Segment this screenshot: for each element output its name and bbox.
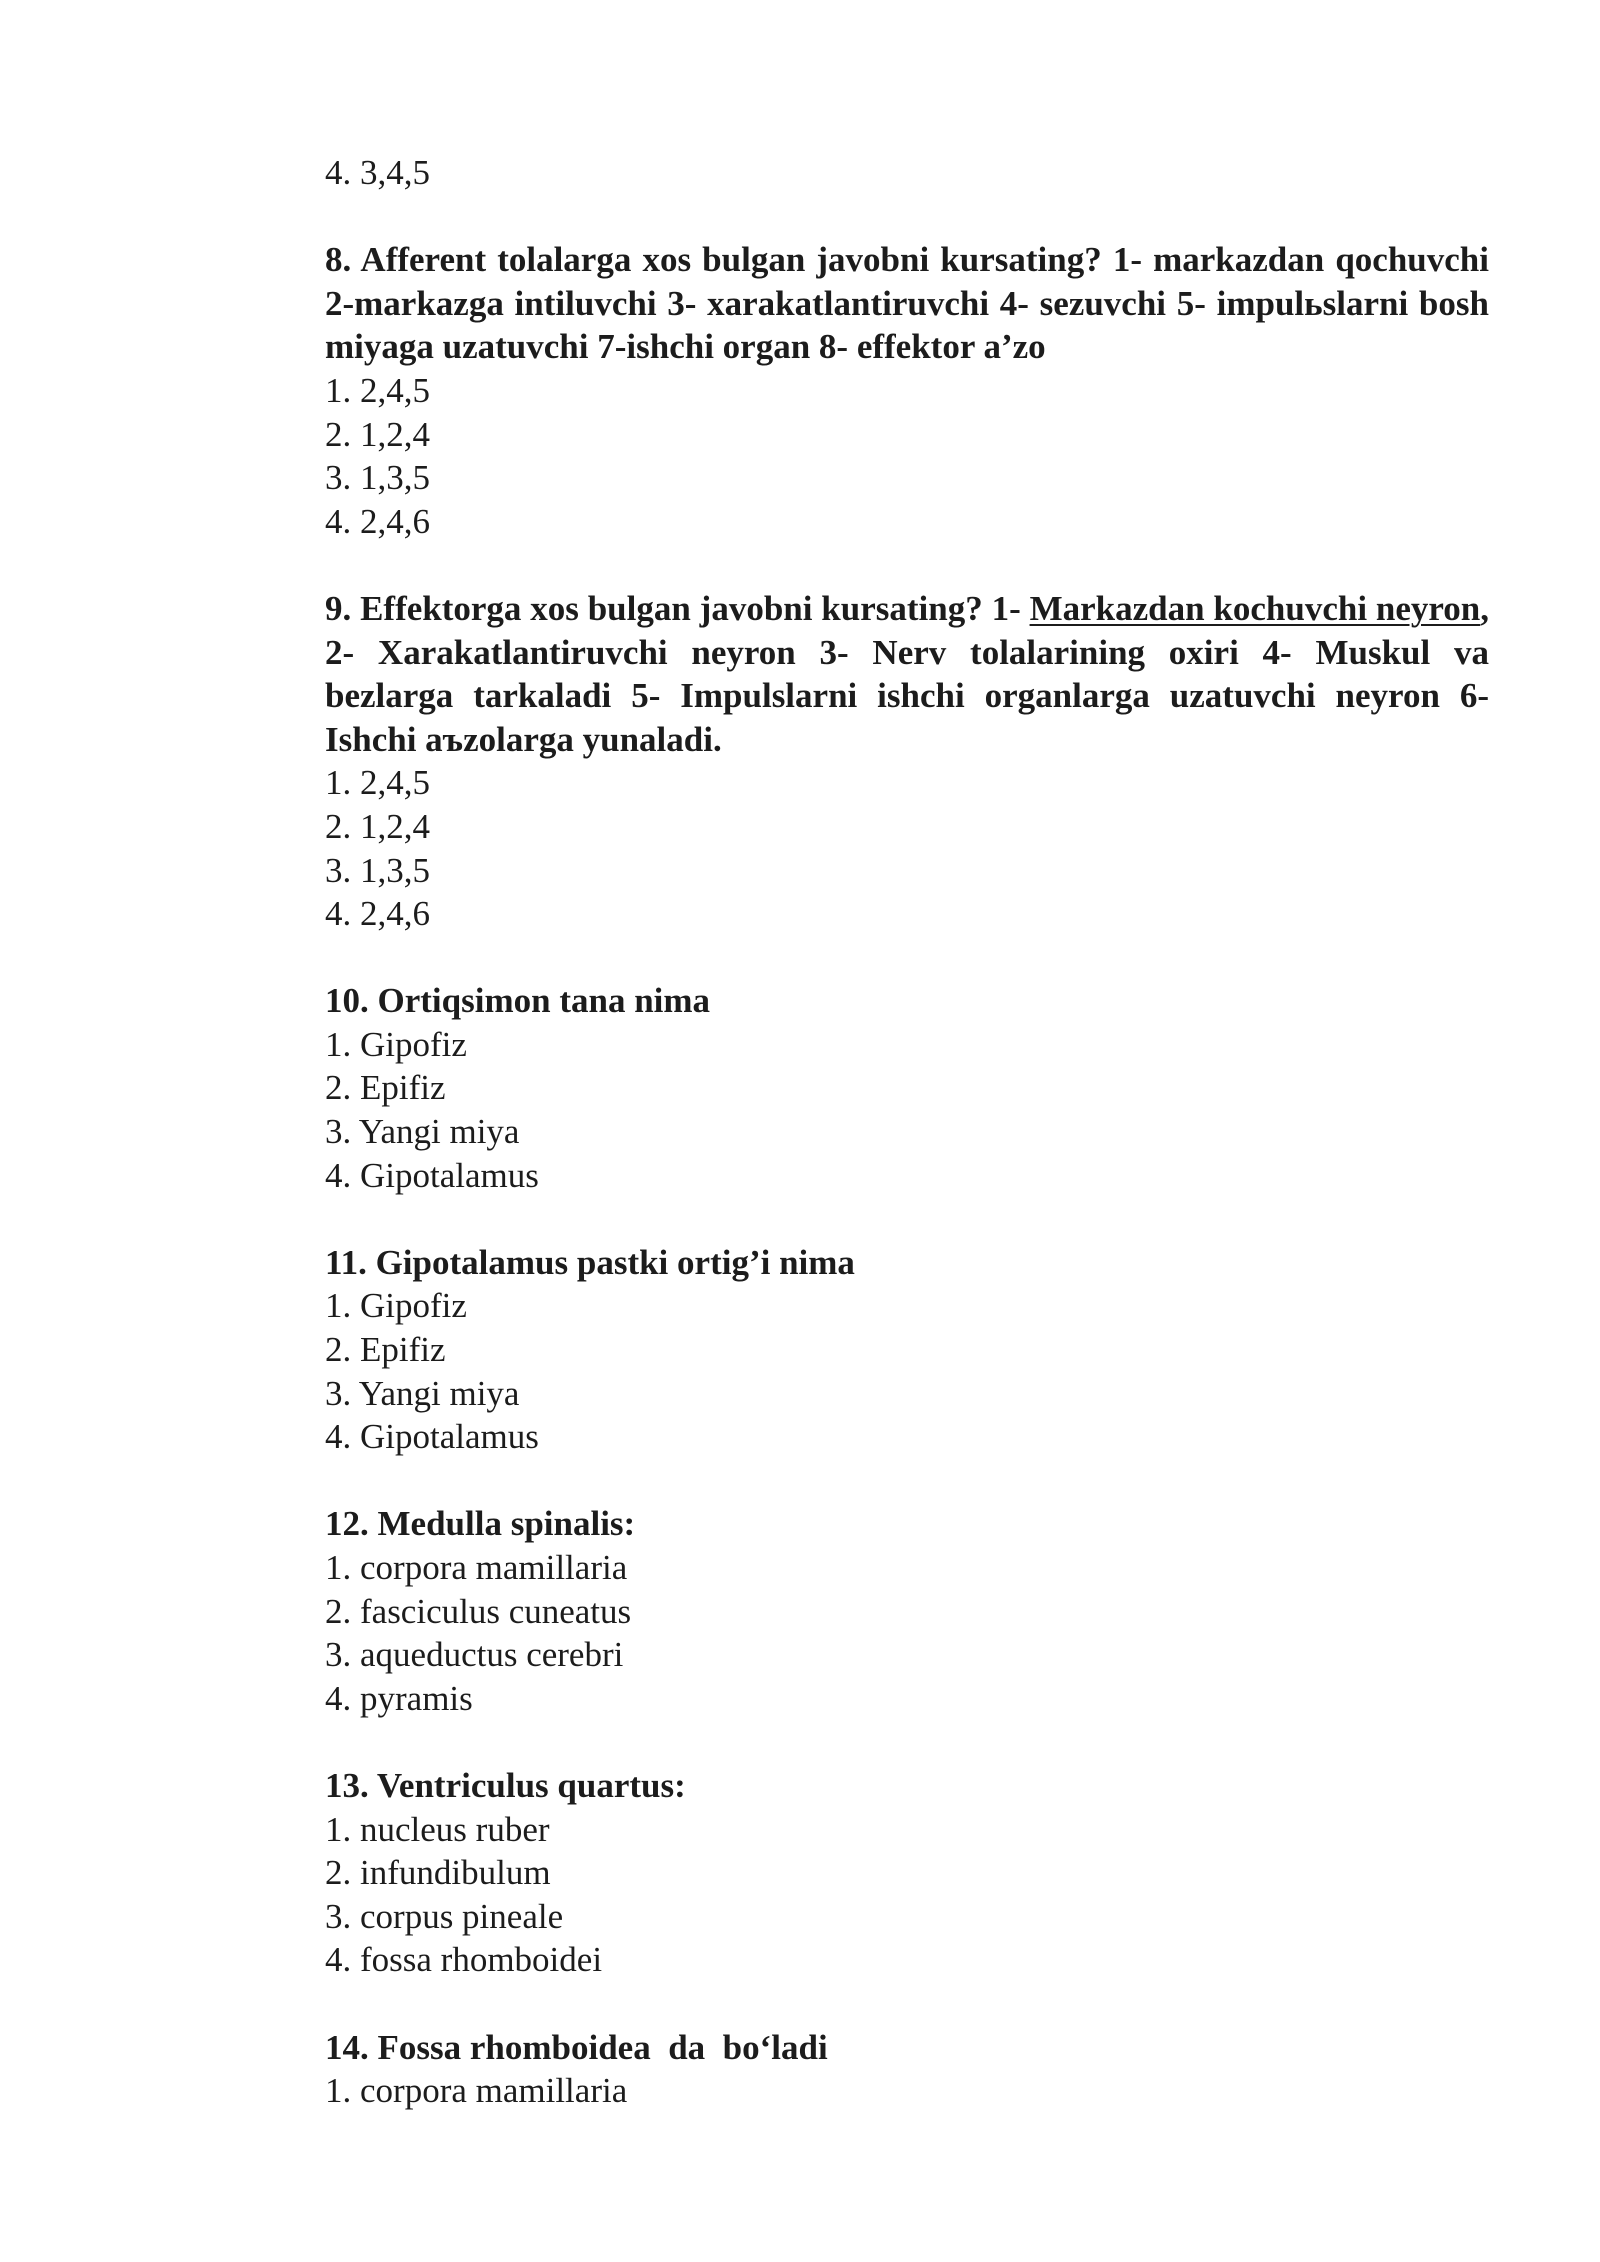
option-item: 2. 1,2,4 (325, 806, 430, 846)
option-item: 3. Yangi miya (325, 1373, 520, 1413)
option-item: 2. Epifiz (325, 1068, 446, 1108)
question-text-part: 9. Effektorga xos bulgan javobni kursating? 1- (325, 588, 1030, 628)
question-text: 13. Ventriculus quartus: (325, 1765, 686, 1805)
option-item: 1. Gipofiz (325, 1286, 467, 1326)
option-item: 3. aqueductus cerebri (325, 1635, 624, 1675)
option-item: 2. Epifiz (325, 1330, 446, 1370)
option-item: 4. Gipotalamus (325, 1155, 539, 1195)
option-item: 4. pyramis (325, 1678, 473, 1718)
question-14 (325, 2026, 1489, 2113)
question-text: 11. Gipotalamus pastki ortig’i nima (325, 1242, 855, 1282)
question-text-part: , 2- Xarakatlantiruvchi neyron 3- Nerv tolalarining oxiri 4- Muskul va bezlarga tarkaladi 5- Impulslarni ishchi organlarga uzatuvchi neyron 6- Ishchi aъzolarga yunaladi. (325, 588, 1489, 759)
question-text (325, 587, 1489, 761)
option-item: 1. corpora mamillaria (325, 2071, 628, 2111)
question-text: 8. Afferent tolalarga xos bulgan javobni kursating? 1- markazdan qochuvchi 2-markazga intiluvchi 3- xarakatlantiruvchi 4- sezuvchi 5- impulьslarni bosh miyaga uzatuvchi 7-ishchi organ 8- effektor a’zo (325, 240, 1489, 367)
option-item: 1. corpora mamillaria (325, 1548, 628, 1587)
question-11 (325, 1241, 1489, 1459)
question-text: 14. Fossa rhomboidea da bo‘ladi (325, 2027, 828, 2067)
question-8 (325, 238, 1489, 543)
option-item: 1. Gipofiz (325, 1024, 467, 1064)
option-item: 1. 2,4,5 (325, 370, 430, 410)
option-item: 4. 3,4,5 (325, 153, 430, 192)
option-item: 3. corpus pineale (325, 1896, 564, 1936)
option-item: 3. Yangi miya (325, 1112, 520, 1152)
option-item: 2. 1,2,4 (325, 414, 430, 454)
question-12 (325, 1502, 1489, 1720)
option-item: 4. 2,4,6 (325, 501, 430, 541)
option-item: 4. fossa rhomboidei (325, 1940, 603, 1980)
option-item: 4. Gipotalamus (325, 1417, 539, 1457)
option-item: 2. fasciculus cuneatus (325, 1591, 632, 1631)
option-item: 3. 1,3,5 (325, 458, 430, 498)
option-item: 4. 2,4,6 (325, 894, 430, 934)
underlined-term: Markazdan kochuvchi neyron (1029, 588, 1481, 628)
question-text: 10. Ortiqsimon tana nima (325, 981, 711, 1021)
question-text: 12. Medulla spinalis: (325, 1504, 636, 1544)
option-item: 2. infundibulum (325, 1853, 551, 1893)
document-page (325, 151, 1489, 2113)
option-item: 1. nucleus ruber (325, 1809, 550, 1849)
question-10 (325, 979, 1489, 1197)
option-item: 3. 1,3,5 (325, 850, 430, 890)
question-13 (325, 1764, 1489, 1982)
question-9 (325, 587, 1489, 936)
option-item: 1. 2,4,5 (325, 763, 430, 803)
